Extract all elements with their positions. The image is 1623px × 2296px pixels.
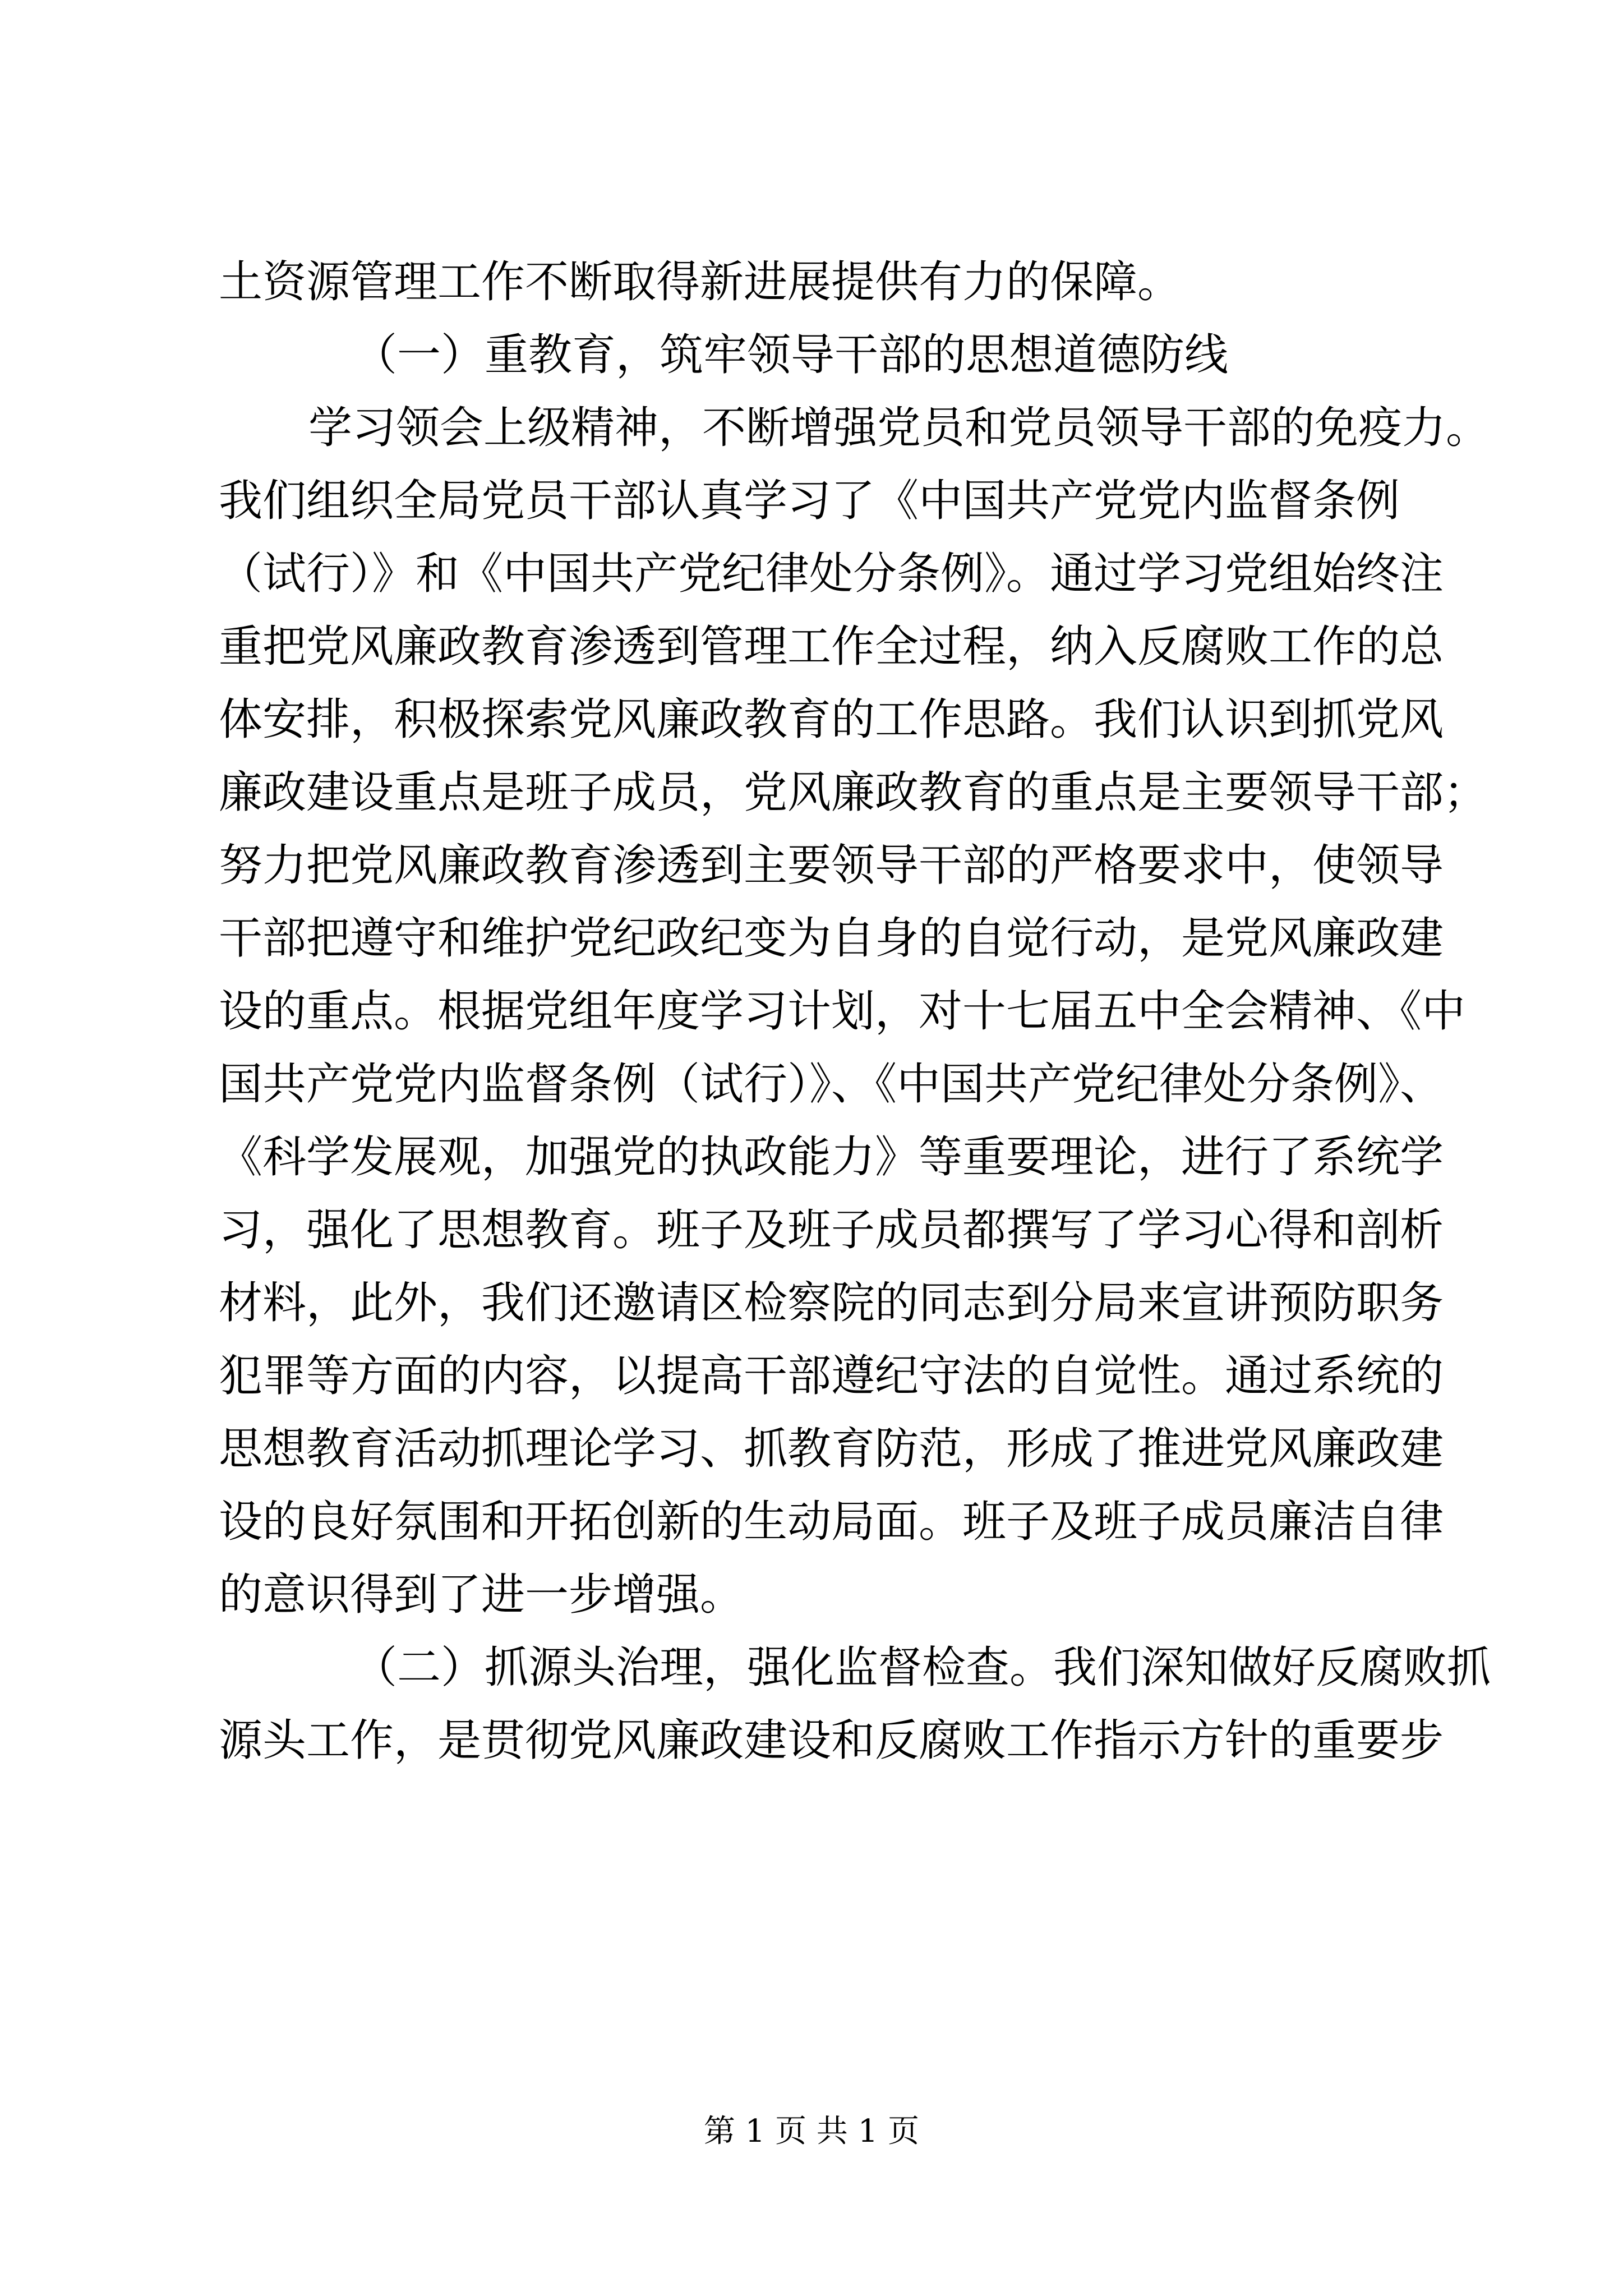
text-line: 源头工作，是贯彻党风廉政建设和反腐败工作指示方针的重要步 — [219, 1715, 1444, 1766]
text-line: （试行）》和《中国共产党纪律处分条例》。通过学习党组始终注 — [219, 549, 1444, 599]
text-line: 我们组织全局党员干部认真学习了《中国共产党党内监督条例 — [219, 476, 1400, 526]
text-line: 干部把遵守和维护党纪政纪变为自身的自觉行动，是党风廉政建 — [219, 913, 1444, 964]
text-line: 材料，此外，我们还邀请区检察院的同志到分局来宣讲预防职务 — [219, 1278, 1444, 1328]
text-line: 重把党风廉政教育渗透到管理工作全过程，纳入反腐败工作的总 — [219, 622, 1444, 672]
text-line: 土资源管理工作不断取得新进展提供有力的保障。 — [219, 257, 1182, 307]
text-line: 设的良好氛围和开拓创新的生动局面。班子及班子成员廉洁自律 — [219, 1497, 1444, 1547]
page-number: 第 1 页 共 1 页 — [703, 2113, 920, 2150]
text-line: 努力把党风廉政教育渗透到主要领导干部的严格要求中，使领导 — [219, 840, 1444, 891]
text-line: 的意识得到了进一步增强。 — [219, 1570, 744, 1620]
text-line: 设的重点。根据党组年度学习计划，对十七届五中全会精神、《中 — [219, 986, 1466, 1037]
page-footer — [0, 2109, 1623, 2154]
text-line: 思想教育活动抓理论学习、抓教育防范，形成了推进党风廉政建 — [219, 1424, 1444, 1474]
text-line: 《科学发展观，加强党的执政能力》等重要理论，进行了系统学 — [219, 1132, 1444, 1182]
text-line: 犯罪等方面的内容，以提高干部遵纪守法的自觉性。通过系统的 — [219, 1351, 1444, 1401]
section-heading-1: （一）重教育，筑牢领导干部的思想道德防线 — [353, 330, 1229, 380]
text-line: 廉政建设重点是班子成员，党风廉政教育的重点是主要领导干部； — [219, 767, 1488, 818]
section-heading-2: （二）抓源头治理，强化监督检查。我们深知做好反腐败抓 — [353, 1642, 1491, 1693]
text-line: 习，强化了思想教育。班子及班子成员都撰写了学习心得和剖析 — [219, 1205, 1444, 1255]
text-line: 国共产党党内监督条例（试行）》、《中国共产党纪律处分条例》、 — [219, 1059, 1444, 1110]
document-body — [219, 246, 1491, 1777]
text-line: 体安排，积极探索党风廉政教育的工作思路。我们认识到抓党风 — [219, 694, 1444, 745]
text-line: 学习领会上级精神，不断增强党员和党员领导干部的免疫力。 — [308, 403, 1490, 453]
